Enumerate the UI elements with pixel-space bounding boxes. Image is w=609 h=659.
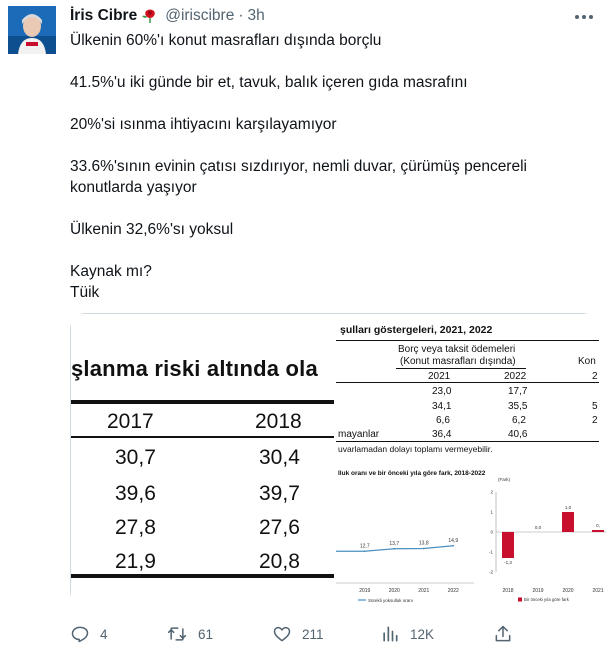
tweet-time[interactable]: 3h xyxy=(247,7,265,24)
reply-icon xyxy=(70,624,90,644)
tweet-line: 20%'si ısınma ihtiyacını karşılayamıyor xyxy=(70,116,337,133)
tweet-header xyxy=(70,6,265,26)
right-table-title: şulları göstergeleri, 2021, 2022 xyxy=(340,324,493,336)
x-tick-label: 2021 xyxy=(592,588,604,594)
tweet-actions xyxy=(70,624,590,644)
left-year-2: 2018 xyxy=(255,410,302,433)
share-icon xyxy=(493,624,513,644)
row-label: mayanlar xyxy=(338,429,380,440)
table-cell: 5 xyxy=(592,401,598,412)
y-tick-label: -2 xyxy=(488,569,493,575)
share-button[interactable] xyxy=(493,624,523,644)
bar xyxy=(562,512,574,532)
tweet-line: Ülkenin 32,6%'sı yoksul xyxy=(70,221,234,238)
legend-swatch xyxy=(518,598,522,602)
poverty-charts xyxy=(336,469,604,609)
media-image-right[interactable] xyxy=(336,314,604,609)
data-point xyxy=(452,545,454,547)
legend-label: Bir önceki yıla göre fark xyxy=(524,597,569,602)
tweet-line: Tüik xyxy=(70,284,100,301)
table-cell: 6,2 xyxy=(512,415,526,426)
table-rule xyxy=(396,368,526,369)
data-point xyxy=(364,550,366,552)
tweet-line: Kaynak mı? xyxy=(70,263,152,280)
x-tick-label: 2020 xyxy=(388,588,400,594)
footnote: uvarlamadan dolayı toplamı vermeyebilir. xyxy=(338,444,493,454)
data-label: 13,8 xyxy=(418,540,429,547)
table-rule xyxy=(71,436,334,438)
more-icon[interactable] xyxy=(573,8,595,26)
right-year-2: 2022 xyxy=(504,371,527,382)
tweet-line: Ülkenin 60%'ı konut masrafları dışında borçlu xyxy=(70,32,382,49)
table-rule xyxy=(336,441,599,442)
header-separator: · xyxy=(238,7,244,24)
data-label: 13,7 xyxy=(389,540,400,547)
data-label: 14,9 xyxy=(448,537,459,544)
retweet-button[interactable] xyxy=(166,624,213,644)
like-icon xyxy=(272,624,292,644)
views-count: 12K xyxy=(410,626,435,642)
retweet-count: 61 xyxy=(198,626,214,642)
views-icon xyxy=(380,624,400,644)
x-tick-label: 2021 xyxy=(418,588,430,594)
tweet-text xyxy=(70,30,590,303)
retweet-icon xyxy=(166,624,188,644)
table-cell: 34,1 xyxy=(432,401,452,412)
views-button[interactable] xyxy=(380,624,434,644)
tweet-media[interactable] xyxy=(70,313,604,608)
bar xyxy=(502,532,514,558)
data-label: 12,7 xyxy=(359,543,370,550)
data-label: 0,0 xyxy=(534,525,542,530)
table-cell: 27,8 xyxy=(115,516,156,539)
reply-count: 4 xyxy=(100,626,108,642)
table-cell: 20,8 xyxy=(259,550,300,573)
y-tick-label: 1 xyxy=(490,509,493,515)
data-label: 1,0 xyxy=(564,505,572,510)
table-cell: 2 xyxy=(592,415,598,426)
chart-title: lluk oranı ve bir önceki yıla göre fark, 2018-2022 xyxy=(338,470,486,477)
table-cell: 23,0 xyxy=(432,386,452,397)
y-tick-label: -1 xyxy=(488,549,493,555)
table-cell: 30,4 xyxy=(259,446,300,469)
x-tick-label: 2022 xyxy=(447,588,459,594)
table-rule xyxy=(71,574,334,578)
author-name[interactable]: İris Cibre xyxy=(70,7,138,24)
left-table-title: şlanma riski altında ola xyxy=(71,356,318,381)
tweet-line: 33.6%'sının evinin çatısı sızdırıyor, nemli duvar, çürümüş pencereli konutlarda yaşıyor xyxy=(70,158,527,196)
table-rule xyxy=(336,382,599,383)
y-tick-label: 0 xyxy=(490,529,493,535)
y-tick-label: 2 xyxy=(490,489,493,495)
data-label: 0, xyxy=(596,523,600,528)
x-tick-label: 2019 xyxy=(359,588,371,594)
author-handle[interactable]: @iriscibre xyxy=(165,7,235,24)
table-cell: 27,6 xyxy=(259,516,300,539)
data-label: -1,3 xyxy=(504,560,512,565)
left-year-1: 2017 xyxy=(107,410,154,433)
right-year-right: 2 xyxy=(592,371,598,382)
right-col-header-right: Kon xyxy=(578,356,596,367)
right-year-1: 2021 xyxy=(428,371,451,382)
table-cell: 35,5 xyxy=(508,401,528,412)
table-cell: 36,4 xyxy=(432,429,452,440)
table-cell: 40,6 xyxy=(508,429,528,440)
avatar[interactable] xyxy=(8,6,56,54)
table-cell: 39,6 xyxy=(115,482,156,505)
x-tick-label: 2018 xyxy=(502,588,514,594)
table-cell: 17,7 xyxy=(508,386,528,397)
x-tick-label: 2019 xyxy=(532,588,544,594)
like-button[interactable] xyxy=(272,624,324,644)
x-tick-label: 2020 xyxy=(562,588,574,594)
like-count: 211 xyxy=(302,626,324,642)
table-cell: 39,7 xyxy=(259,482,300,505)
data-point xyxy=(423,548,425,550)
table-cell: 21,9 xyxy=(115,550,156,573)
table-rule xyxy=(336,340,599,341)
data-point xyxy=(393,548,395,550)
table-cell: 30,7 xyxy=(115,446,156,469)
table-cell: 6,6 xyxy=(436,415,450,426)
rose-emoji-icon xyxy=(141,8,159,24)
table-rule xyxy=(71,400,334,404)
right-col-header-2: (Konut masrafları dışında) xyxy=(400,356,516,367)
y-axis-label: (Fark) xyxy=(498,477,510,482)
reply-button[interactable] xyxy=(70,624,108,644)
legend-label: Sürekli yoksulluk oranı xyxy=(368,598,414,603)
right-col-header-1: Borç veya taksit ödemeleri xyxy=(398,344,516,355)
media-image-left[interactable] xyxy=(71,314,334,609)
tweet-line: 41.5%'u iki günde bir et, tavuk, balık içeren gıda masrafını xyxy=(70,74,468,91)
bar xyxy=(592,530,604,532)
